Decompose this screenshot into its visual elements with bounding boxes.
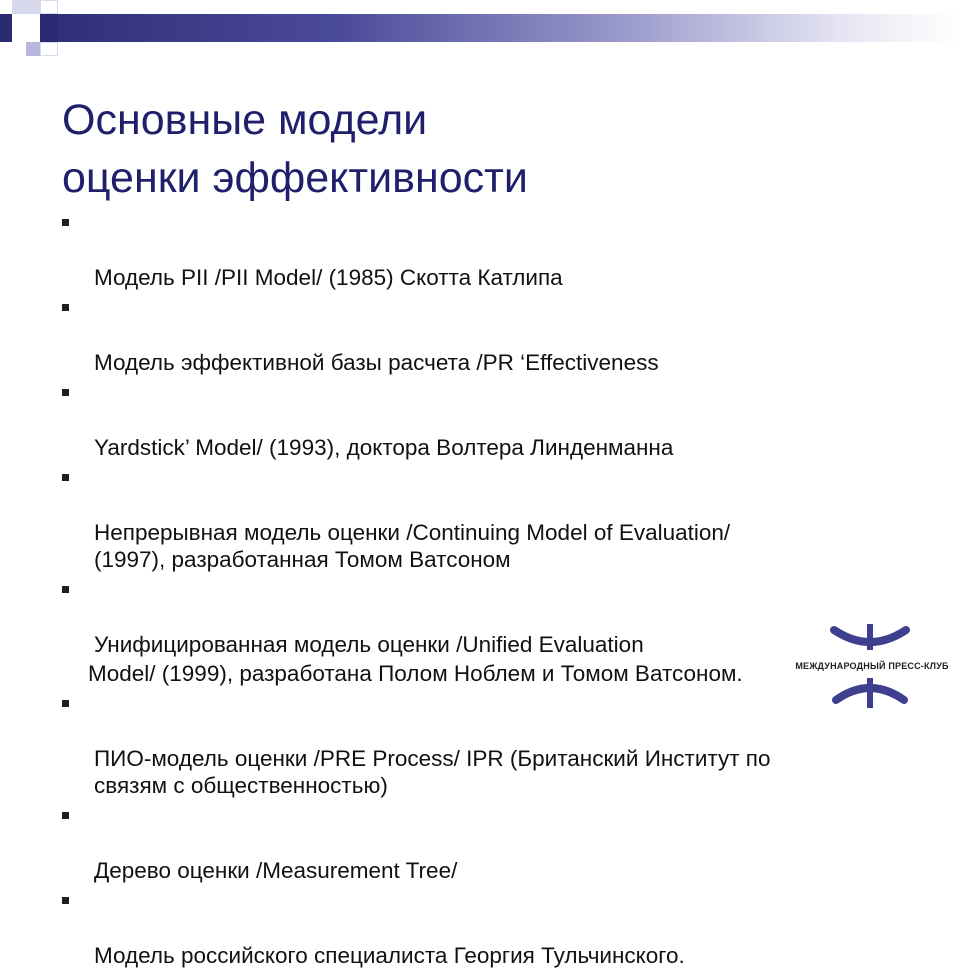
- square-bullet-icon: [62, 897, 69, 904]
- decorative-square: [40, 42, 58, 56]
- list-item-continuation: Model/ (1999), разработана Полом Ноблем и Томом Ватсоном.: [88, 661, 743, 686]
- decorative-square: [26, 42, 40, 56]
- press-club-logo: [792, 620, 952, 712]
- list-item-text: Унифицированная модель оценки /Unified Evaluation: [94, 632, 644, 657]
- list-item-text: Непрерывная модель оценки /Continuing Model of Evaluation/ (1997), разработанная Томом Ватсоном: [94, 520, 731, 572]
- decorative-square: [12, 0, 40, 14]
- list-item-text: Модель эффективной базы расчета /PR ‘Effectiveness: [94, 350, 659, 375]
- square-bullet-icon: [62, 586, 69, 593]
- header-gradient-band: [0, 14, 960, 42]
- list-item: [62, 380, 922, 461]
- square-bullet-icon: [62, 219, 69, 226]
- square-bullet-icon: [62, 304, 69, 311]
- list-item: [62, 888, 922, 969]
- list-item: [62, 803, 922, 884]
- decorative-square: [12, 14, 40, 42]
- list-item: [62, 465, 922, 573]
- title-line: оценки эффективности: [62, 153, 528, 202]
- decorative-square: [40, 14, 58, 42]
- list-item-text: Модель российского специалиста Георгия Тульчинского.: [94, 943, 685, 968]
- square-bullet-icon: [62, 389, 69, 396]
- square-bullet-icon: [62, 474, 69, 481]
- decorative-square: [40, 0, 58, 14]
- logo-text: МЕЖДУНАРОДНЫЙ ПРЕСС-КЛУБ: [795, 661, 949, 671]
- square-bullet-icon: [62, 700, 69, 707]
- list-item-text: Yardstick’ Model/ (1993), доктора Волтера Линденманна: [94, 435, 674, 460]
- list-item: [62, 295, 922, 376]
- list-item-text: Дерево оценки /Measurement Tree/: [94, 858, 458, 883]
- list-item-text: Модель PII /PII Model/ (1985) Скотта Катлипа: [94, 265, 563, 290]
- title-line: Основные модели: [62, 95, 428, 144]
- list-item-text: ПИО-модель оценки /PRE Process/ IPR (Британский Институт по связям с общественностью): [94, 746, 771, 798]
- list-item: [62, 210, 922, 291]
- slide-title: [62, 91, 882, 207]
- square-bullet-icon: [62, 812, 69, 819]
- bullet-list: [62, 210, 922, 973]
